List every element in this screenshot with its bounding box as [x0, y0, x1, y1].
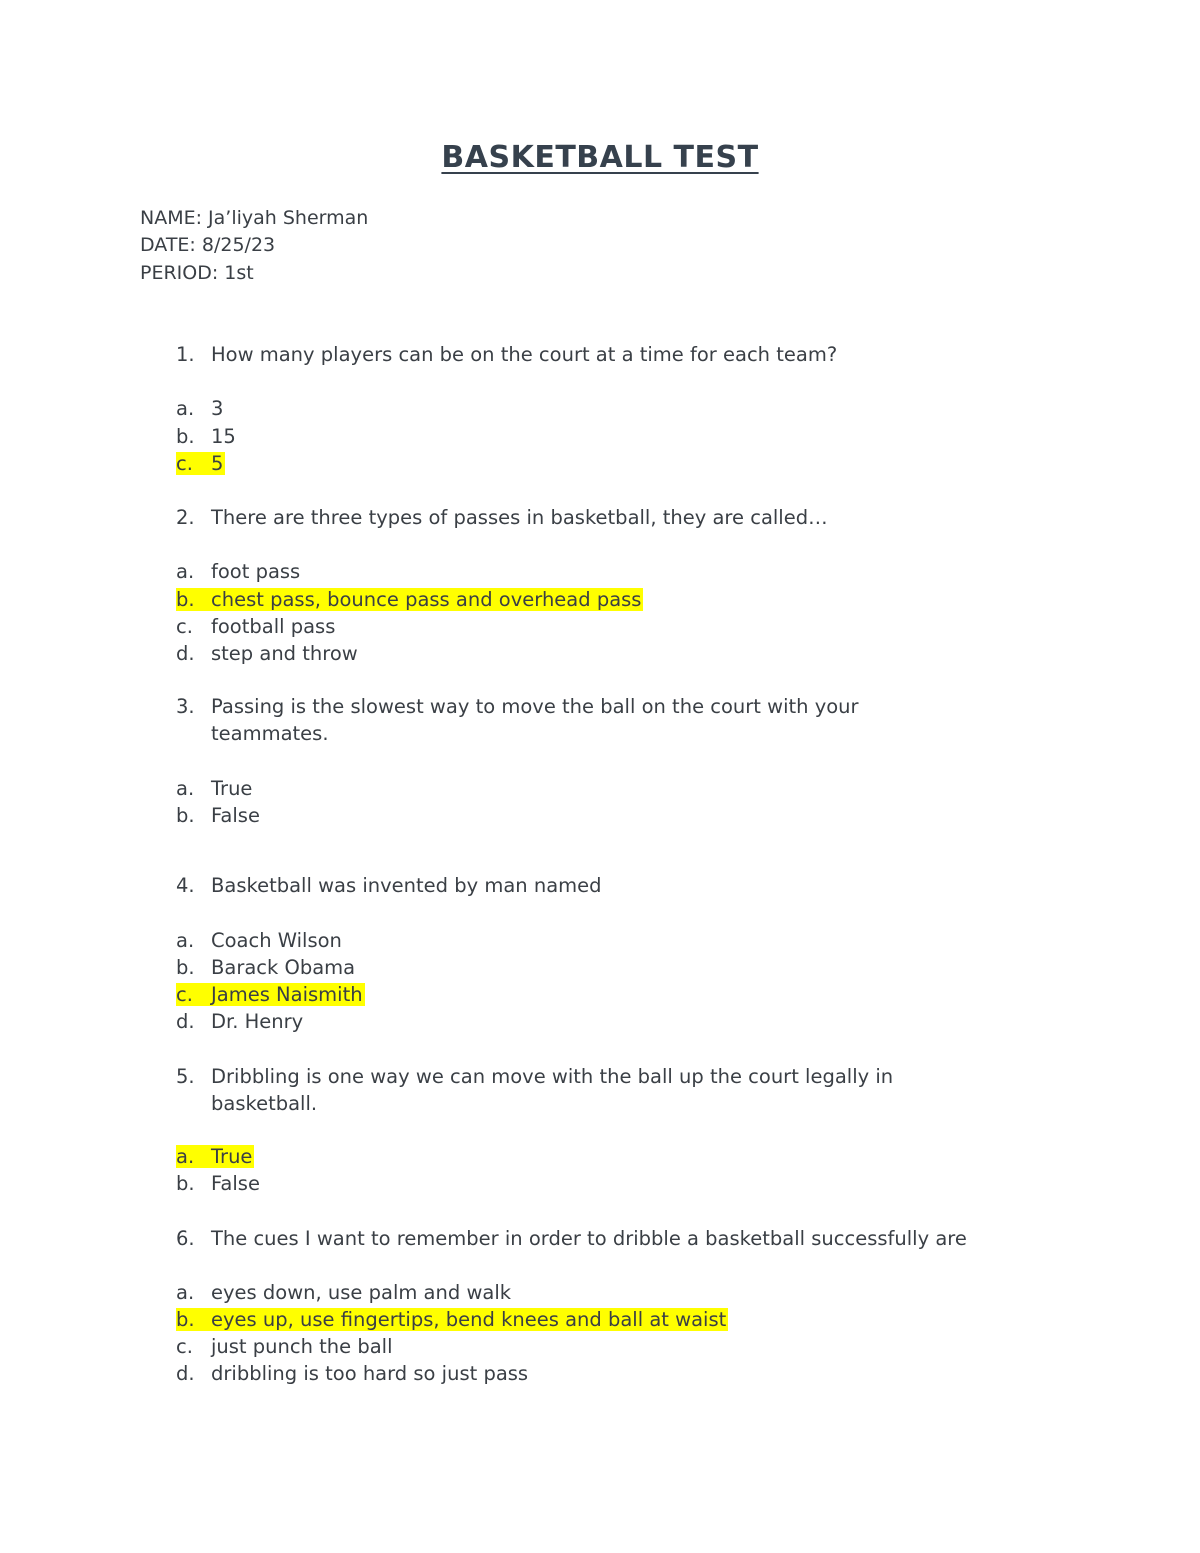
question-number: 1.	[176, 343, 195, 366]
period-line: PERIOD: 1st	[140, 262, 254, 284]
q3-option-b: b. False	[176, 804, 260, 827]
q6-option-b-highlighted: b. eyes up, use fingertips, bend knees and ball at waist	[176, 1308, 727, 1331]
q5-option-b: b. False	[176, 1172, 260, 1195]
question-number: 3.	[176, 695, 195, 718]
q4-option-c-highlighted: c. James Naismith	[176, 983, 363, 1006]
question-2	[176, 504, 971, 531]
q4-option-a: a. Coach Wilson	[176, 929, 342, 952]
question-text: Passing is the slowest way to move the ball on the court with your teammates.	[211, 695, 859, 745]
q5-option-a-highlighted: a. True	[176, 1145, 253, 1168]
question-3	[176, 693, 971, 747]
q2-option-a: a. foot pass	[176, 560, 301, 583]
question-text: Basketball was invented by man named	[211, 874, 602, 897]
question-number: 6.	[176, 1227, 195, 1250]
q2-option-c: c. football pass	[176, 615, 336, 638]
question-4	[176, 872, 971, 899]
question-1	[176, 341, 971, 368]
q6-option-a: a. eyes down, use palm and walk	[176, 1281, 512, 1304]
question-number: 2.	[176, 506, 195, 529]
date-line: DATE: 8/25/23	[140, 234, 276, 256]
document-title: BASKETBALL TEST	[441, 140, 759, 175]
q4-option-b: b. Barack Obama	[176, 956, 356, 979]
q1-option-b: b. 15	[176, 425, 236, 448]
question-5	[176, 1063, 971, 1117]
question-number: 4.	[176, 874, 195, 897]
q6-option-c: c. just punch the ball	[176, 1335, 393, 1358]
q1-option-a: a. 3	[176, 397, 224, 420]
q3-option-a: a. True	[176, 777, 253, 800]
q4-option-d: d. Dr. Henry	[176, 1010, 304, 1033]
question-text: There are three types of passes in basketball, they are called…	[211, 506, 828, 529]
q6-option-d: d. dribbling is too hard so just pass	[176, 1362, 529, 1385]
question-number: 5.	[176, 1065, 195, 1088]
name-line: NAME: Ja’liyah Sherman	[140, 207, 369, 229]
question-text: Dribbling is one way we can move with the ball up the court legally in basketball.	[211, 1065, 894, 1115]
q1-option-c-highlighted: c. 5	[176, 452, 224, 475]
q2-option-d: d. step and throw	[176, 642, 358, 665]
question-text: How many players can be on the court at a time for each team?	[211, 343, 838, 366]
question-6	[176, 1225, 1111, 1252]
q2-option-b-highlighted: b. chest pass, bounce pass and overhead pass	[176, 588, 642, 611]
question-text: The cues I want to remember in order to dribble a basketball successfully are	[211, 1227, 967, 1250]
